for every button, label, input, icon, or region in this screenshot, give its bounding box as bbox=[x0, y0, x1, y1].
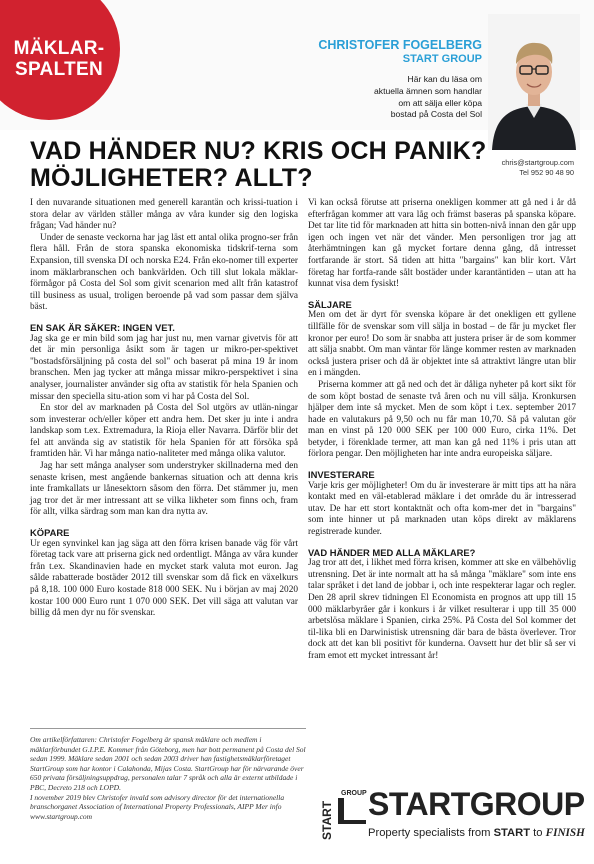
logo-tagline: Property specialists from START to FINISH bbox=[368, 827, 585, 839]
badge-line2: SPALTEN bbox=[15, 59, 103, 80]
paragraph: Men om det är dyrt för svenska köpare är det onekligen ett gyllene tillfälle för de svenskar som vill sälja in bostad – de får ju mycket fler kronor per euro! Do som är snabba att justera priser är de som kommer att sälja snabbt. Om man väntar för länge kommer resten av marknaden också justera priser och då är objektet inte så attraktivt längre utan blir en i mängden. bbox=[308, 310, 576, 379]
paragraph: I den nuvarande situationen med generell karantän och krissi-tuation i stora delar av världen ställer många av våra kunder sig den logiska frågan; Vad händer nu? bbox=[30, 198, 298, 232]
paragraph: Ur egen synvinkel kan jag säga att den förra krisen banade väg för vårt företag tack vare att priserna gick ned ordentligt. Många av våra kunder från t.ex. Skandinavien hade en mycket stark valuta mot euron. Jag sålde rabatterade bostäder 2012 till svenskar som då fick en växelkurs på 8,18. 100 000 Euro kostade 818 000 SEK. Nu i början av maj 2020 kostar 100 000 Euro runt 1 070 000 SEK. Det vill säga att valutan var billig då men dyr nu för svenskar. bbox=[30, 538, 298, 619]
logo-mark-icon bbox=[332, 784, 372, 830]
logo-start-vertical: START bbox=[320, 800, 334, 840]
logo-group-text: GROUP bbox=[341, 790, 367, 797]
paragraph: Vi kan också förutse att priserna onekligen kommer att gå ned i år då efterfrågan kommer att vara låg och främst baseras på spanska köpare. Det tar lite tid för marknaden att hitta sin botten-nivå innan den går upp igen och ingen vet när det vänder. Men personligen tror jag att återhämtningen kan gå mycket fortare denna gång, då intresset fortfarande är stort. Så tiden att hitta "bargains" kan blir kort. Vårt företag har fortfa-rande sålt bostäder under karantäntiden – utan att ha kunnat visa dem fysiskt! bbox=[308, 198, 576, 290]
section-heading: EN SAK ÄR SÄKER: INGEN VET. bbox=[30, 321, 175, 333]
article-headline bbox=[30, 138, 486, 192]
intro-line: Här kan du läsa om bbox=[407, 74, 482, 84]
column-intro bbox=[0, 74, 482, 121]
article-column-left bbox=[30, 198, 298, 620]
logo-wordmark: STARTGROUP bbox=[368, 786, 585, 822]
headline-line1: VAD HÄNDER NU? KRIS OCH PANIK? bbox=[30, 137, 487, 165]
intro-line: om att sälja eller köpa bbox=[398, 97, 482, 108]
intro-line: aktuella ämnen som handlar bbox=[374, 85, 482, 96]
author-name: CHRISTOFER FOGELBERG bbox=[318, 38, 482, 52]
intro-line: bostad på Costa del Sol bbox=[390, 109, 482, 120]
badge-line1: MÄKLAR- bbox=[13, 38, 105, 59]
footnote-text: Om artikelförfattaren: Christofer Fogelberg är spansk mäklare och medlem i mäklarförbundet G.I.P.E. Kommer från Göteborg, men har bott permanent på Costa del Sol sedan 1999. Mäklare sedan 2001 och sedan 2003 driver han fastighetsmäklarföretaget StartGroup som har kontor i Calahonda, Mijas Costa. StartGroup har för närvarande över 650 privata försäljningsuppdrag, personalen talar 7 språk och alla är externt utbildade i PBC, Decreto 218 och LOPD. bbox=[30, 735, 306, 792]
author-company: START GROUP bbox=[402, 53, 482, 65]
author-phone: Tel 952 90 48 90 bbox=[519, 167, 574, 177]
startgroup-logo bbox=[320, 782, 585, 854]
author-block bbox=[0, 38, 482, 121]
author-footnote bbox=[30, 728, 306, 821]
headline-line2: MÖJLIGHETER? ALLT? bbox=[30, 164, 313, 192]
paragraph: Under de senaste veckorna har jag läst ett antal olika progno-ser från flera håll. Från de stora spanska ekonomiska tidskrif-terna som Expansion, till svenska DI och norska E24. Från eko-nomer till experter inom mäklarbranschen och bankvärlden. Och till slut lokala mäklar-förmågor på Costa del Sol som givit scenarion med allt från katastrof till business as usual, troligen beroende på vad som passar dem själva bäst. bbox=[30, 232, 298, 313]
paragraph: Jag tror att det, i likhet med förra krisen, kommer att ske en välbehövlig utrensning. Det är inte normalt att ha så många "mäklare" som inte ens talar språket i det land de jobbar i, och inte respekterar lagar och regler. Den 28 april skrev tidningen El Economista en prognos att upp till 15 000 mäklarbyråer går i konkurs i år vilket resulterar i upp till 35 000 arbetslösa mäklare i Spanien, cirka 25%. På Costa del Sol kommer det til-lika bli en Darwinistisk utrensning där bara de bästa överlever. Tror dock att det kan bli positivt för kunderna. Oavsett hur det blir så ser vi fram emot ett mycket intressant år! bbox=[308, 558, 576, 661]
section-heading: VAD HÄNDER MED ALLA MÄKLARE? bbox=[308, 546, 476, 558]
section-heading: KÖPARE bbox=[30, 527, 70, 539]
paragraph: Varje kris ger möjligheter! Om du är investerare är mitt tips att ha nära kontakt med en väl-etablerad mäklare i det område du är intresserad utav. De har ett stort kontaktnät och ofta kom-mer det in "bargains" som inte hinner ut på marknaden utan köps direkt av mäklarens registrerade kunder. bbox=[308, 480, 576, 538]
section-heading: SÄLJARE bbox=[308, 298, 352, 310]
article-column-right bbox=[308, 198, 576, 663]
paragraph: Priserna kommer att gå ned och det är dåliga nyheter på kort sikt för de som köpt bostad de senaste två åren och nu vill sälja. Kronkursen hjälper dem inte så mycket. Men de som köpt i t.ex. september 2017 hade en valutakurs på 9,50 och nu får man 10,70. Så på valutan gör man en vinst på 120 000 SEK per 100 000 Euro, cirka 11%. Det betyder, i förenklade termer, att man kan gå ned 11% i pris utan att förlora pengar. Den möjligheten har inte andra europeiska säljare. bbox=[308, 379, 576, 460]
section-heading: INVESTERARE bbox=[308, 469, 375, 481]
paragraph: Jag ska ge er min bild som jag har just nu, men varnar givetvis för att det är min personliga åsikt som är tagen ur mikro-per-spektivet "bostadsförsäljning på costa del sol" och baserat på mina 19 år inom branschen. Men jag tycker att många missar mikro-perspektivet i sina analyser, journalister använder sig ofta av statistik för hela Spanien och missar den speciella situ-ation som vi har på Costa del Sol. bbox=[30, 333, 298, 402]
paragraph: En stor del av marknaden på Costa del Sol utgörs av utlän-ningar som investerar och/eller köper ett andra hem. Det sker ju inte i andra landskap som t.ex. Extremadura, la Rioja eller Navarra. Därför blir det fel att använda sig av statistik för hela Spanien för att försöka spå framtiden här. Vi har många natio-naliteter med många olika valutor. bbox=[30, 403, 298, 460]
author-portrait bbox=[488, 14, 580, 150]
paragraph: Jag har sett många analyser som understryker skillnaderna med den senaste krisen, mest angående bankernas situation och att denna kris inte framkallats ur lånesektorn såsom den förra. Det stämmer ju, men jag tror det är mer intressant att se vilka likheter som finns och, fram för allt, vilka särdrag som man kan dra nytta av. bbox=[30, 461, 298, 518]
footnote-text: I november 2019 blev Christofer invald som advisory director för det internationella branschorganet Association of International Property Professionals, AIPP Mer info www.startgroup.com bbox=[30, 792, 285, 821]
author-email: chris@startgroup.com bbox=[501, 158, 574, 167]
